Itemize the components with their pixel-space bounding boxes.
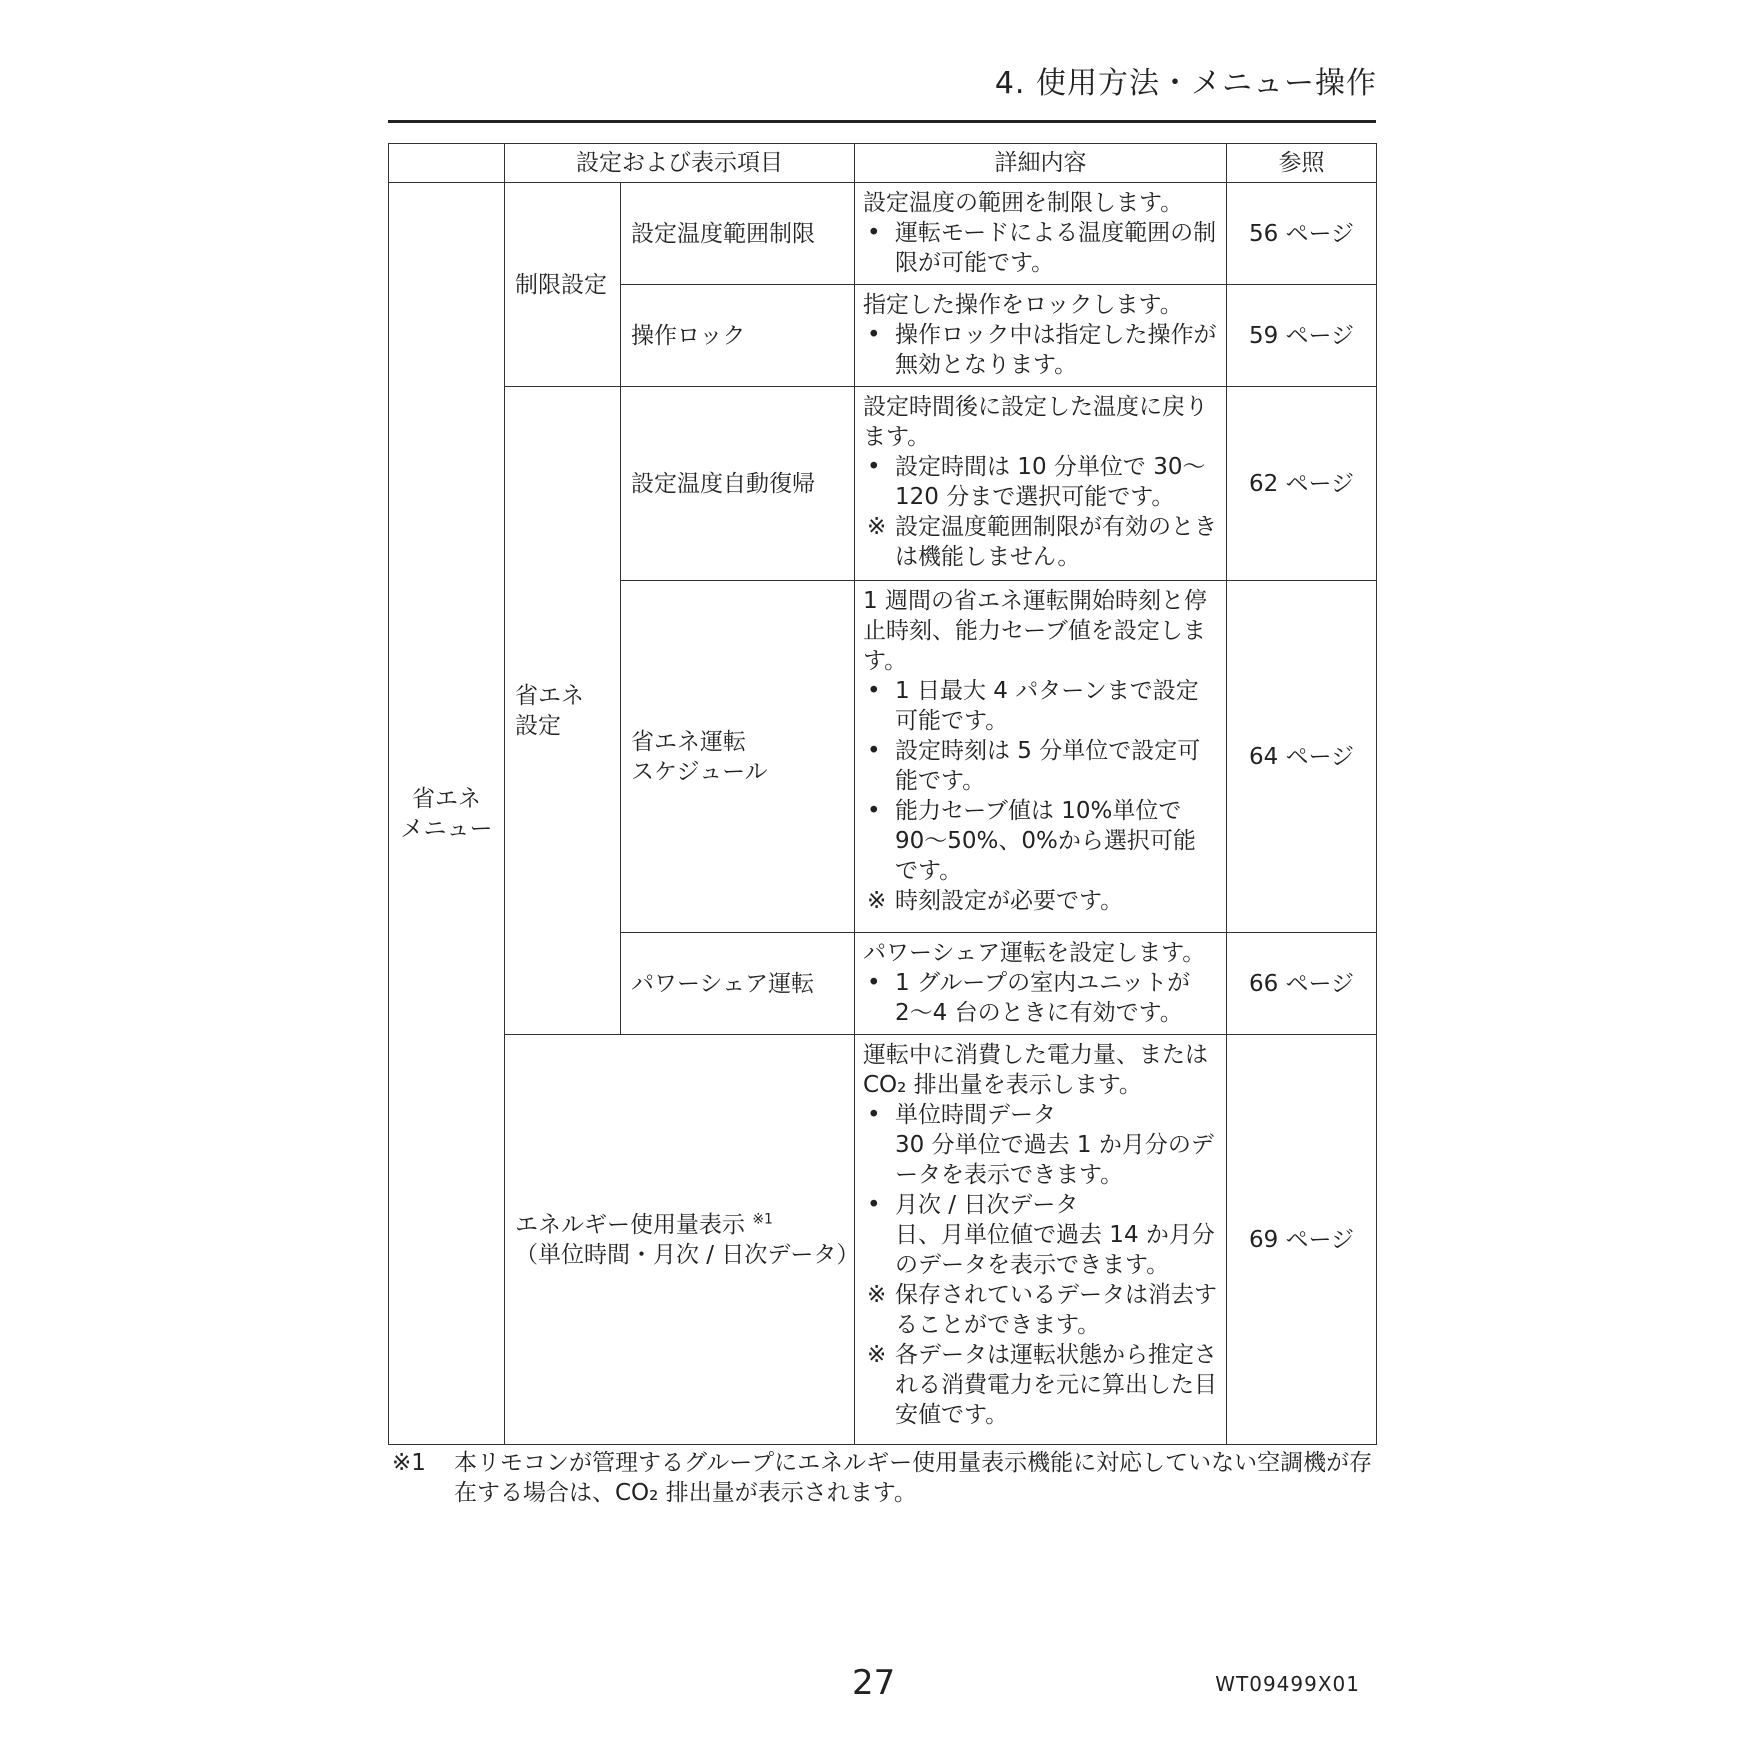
detail-note <box>863 1100 1218 1190</box>
note-text: 保存されているデータは消去することができます。 <box>895 1282 1217 1338</box>
note-text: 能力セーブ値は 10%単位で 90〜50%、0%から選択可能です。 <box>895 798 1196 884</box>
note-text: 設定時刻は 5 分単位で設定可能です。 <box>895 738 1201 794</box>
table-header-row <box>389 144 1377 183</box>
detail-note <box>863 1190 1218 1280</box>
note-mark: • <box>867 970 881 996</box>
note-text: 単位時間データ 30 分単位で過去 1 か月分のデータを表示できます。 <box>895 1102 1214 1188</box>
reference-cell: 59 ページ <box>1227 285 1377 387</box>
footnote <box>392 1448 1382 1508</box>
settings-table <box>388 143 1377 1445</box>
reference-cell: 56 ページ <box>1227 183 1377 285</box>
detail-note <box>863 320 1218 380</box>
item-cell-energy-display <box>505 1035 860 1445</box>
reference-cell: 69 ページ <box>1227 1035 1377 1445</box>
note-text: 運転モードによる温度範囲の制限が可能です。 <box>895 220 1217 276</box>
item-cell: 省エネ運転 スケジュール <box>621 581 855 933</box>
note-mark: • <box>867 220 881 246</box>
detail-note <box>863 736 1218 796</box>
detail-note <box>863 452 1218 512</box>
note-mark: ※ <box>867 1282 887 1308</box>
document-code: WT09499X01 <box>1215 1672 1360 1696</box>
item-title: エネルギー使用量表示 <box>515 1211 745 1238</box>
note-mark: • <box>867 454 881 480</box>
item-cell: 設定温度自動復帰 <box>621 387 855 581</box>
detail-cell <box>855 387 1227 581</box>
header-blank <box>389 144 505 183</box>
note-mark: ※ <box>867 514 887 540</box>
footnote-text: 本リモコンが管理するグループにエネルギー使用量表示機能に対応していない空調機が存在する場合は、CO₂ 排出量が表示されます。 <box>454 1450 1373 1506</box>
detail-cell <box>855 933 1227 1035</box>
note-text: 月次 / 日次データ 日、月単位値で過去 14 か月分のデータを表示できます。 <box>895 1192 1215 1278</box>
footnote-mark: ※1 <box>392 1450 426 1476</box>
detail-note <box>863 968 1218 1028</box>
item-subtitle: （単位時間・月次 / 日次データ） <box>515 1241 860 1268</box>
note-text: 時刻設定が必要です。 <box>895 888 1124 914</box>
detail-lead: 設定時間後に設定した温度に戻ります。 <box>863 394 1208 450</box>
table-row <box>389 387 1377 581</box>
note-text: 1 グループの室内ユニットが 2〜4 台のときに有効です。 <box>895 970 1191 1026</box>
detail-cell <box>855 1035 1227 1445</box>
detail-note <box>863 796 1218 886</box>
section-title: 4. 使用方法・メニュー操作 <box>994 66 1377 101</box>
header-rule <box>388 120 1376 123</box>
note-text: 操作ロック中は指定した操作が無効となります。 <box>895 322 1217 378</box>
note-text: 設定時間は 10 分単位で 30〜120 分まで選択可能です。 <box>895 454 1206 510</box>
note-mark: ※ <box>867 888 887 914</box>
detail-lead: パワーシェア運転を設定します。 <box>863 940 1206 966</box>
detail-note <box>863 218 1218 278</box>
detail-cell <box>855 183 1227 285</box>
detail-cell <box>855 285 1227 387</box>
item-cell: パワーシェア運転 <box>621 933 855 1035</box>
detail-lead: 運転中に消費した電力量、または CO₂ 排出量を表示します。 <box>863 1042 1208 1098</box>
table-row <box>389 183 1377 285</box>
note-mark: • <box>867 738 881 764</box>
header-details: 詳細内容 <box>855 144 1227 183</box>
detail-note <box>863 1340 1218 1430</box>
reference-cell: 62 ページ <box>1227 387 1377 581</box>
reference-cell: 66 ページ <box>1227 933 1377 1035</box>
item-cell: 操作ロック <box>621 285 855 387</box>
detail-note <box>863 1280 1218 1340</box>
table-row <box>389 1035 1377 1445</box>
note-mark: • <box>867 678 881 704</box>
note-text: 設定温度範囲制限が有効のときは機能しません。 <box>895 514 1217 570</box>
detail-note <box>863 886 1218 916</box>
detail-lead: 設定温度の範囲を制限します。 <box>863 190 1184 216</box>
note-text: 各データは運転状態から推定される消費電力を元に算出した目安値です。 <box>895 1342 1217 1428</box>
category-cell-energy-saving: 省エネ 設定 <box>505 387 621 1035</box>
group-cell: 省エネ メニュー <box>389 183 505 1445</box>
note-mark: ※ <box>867 1342 887 1368</box>
detail-note <box>863 512 1218 572</box>
reference-cell: 64 ページ <box>1227 581 1377 933</box>
detail-cell <box>855 581 1227 933</box>
header-reference: 参照 <box>1227 144 1377 183</box>
detail-lead: 指定した操作をロックします。 <box>863 292 1183 318</box>
item-footnote-ref: ※1 <box>752 1210 773 1227</box>
detail-note <box>863 676 1218 736</box>
page-number: 27 <box>852 1663 896 1703</box>
item-cell: 設定温度範囲制限 <box>621 183 855 285</box>
category-cell-restriction: 制限設定 <box>505 183 621 387</box>
header-setting-item: 設定および表示項目 <box>505 144 855 183</box>
note-mark: • <box>867 798 881 824</box>
note-mark: • <box>867 1102 881 1128</box>
note-mark: • <box>867 322 881 348</box>
detail-lead: 1 週間の省エネ運転開始時刻と停止時刻、能力セーブ値を設定します。 <box>863 588 1207 674</box>
note-text: 1 日最大 4 パターンまで設定可能です。 <box>895 678 1199 734</box>
note-mark: • <box>867 1192 881 1218</box>
